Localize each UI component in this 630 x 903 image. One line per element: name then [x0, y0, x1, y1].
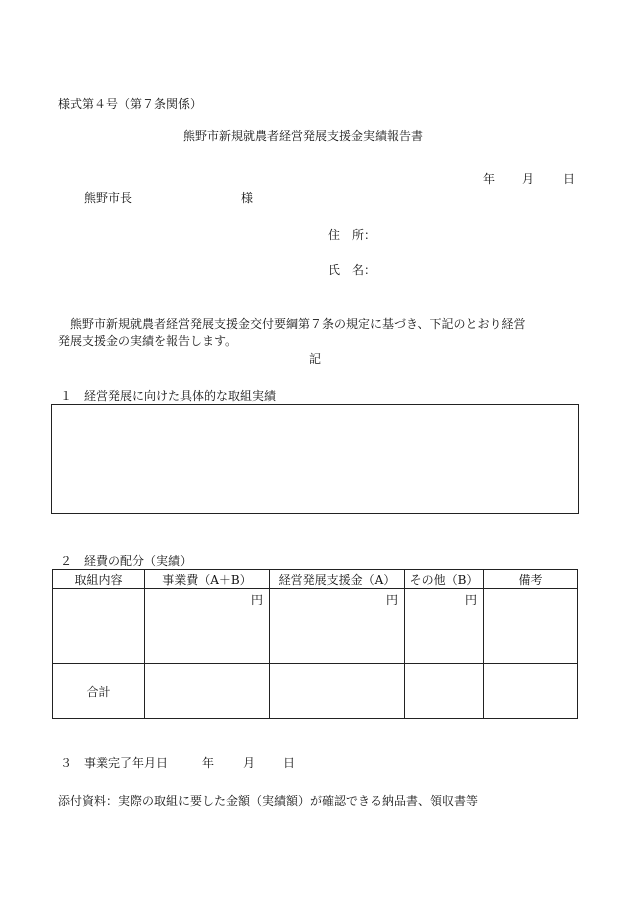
- completion-day: 日: [283, 756, 296, 770]
- total-project-cost[interactable]: [145, 664, 270, 719]
- body-text-line2: 発展支援金の実績を報告します。: [58, 334, 238, 348]
- completion-month: 月: [243, 756, 256, 770]
- total-label: 合計: [53, 664, 145, 719]
- cell-subsidy[interactable]: [270, 589, 405, 664]
- cost-table: [52, 569, 578, 719]
- attachment-note: 添付資料：実際の取組に要した金額（実績額）が確認できる納品書、領収書等: [58, 794, 479, 808]
- cell-other[interactable]: [405, 589, 484, 664]
- cell-activity[interactable]: [53, 589, 145, 664]
- name-label: 氏 名：: [328, 263, 377, 277]
- body-text-line1: 熊野市新規就農者経営発展支援金交付要綱第７条の規定に基づき、下記のとおり経営: [70, 317, 526, 331]
- section1-heading: １ 経営発展に向けた具体的な取組実績: [60, 389, 277, 403]
- addressee-name: 熊野市長: [84, 191, 133, 205]
- achievements-box[interactable]: [51, 404, 579, 514]
- cell-remarks[interactable]: [484, 589, 578, 664]
- total-remarks[interactable]: [484, 664, 578, 719]
- col-header-project-cost: 事業費（A＋B）: [145, 570, 270, 589]
- col-header-activity: 取組内容: [53, 570, 145, 589]
- col-header-remarks: 備考: [484, 570, 578, 589]
- cell-project-cost[interactable]: [145, 589, 270, 664]
- ki-mark: 記: [309, 352, 322, 366]
- yen-unit: 円: [385, 593, 398, 607]
- yen-unit: 円: [250, 593, 263, 607]
- address-label: 住 所：: [328, 228, 377, 242]
- date-day: 日: [563, 172, 576, 186]
- total-other[interactable]: [405, 664, 484, 719]
- section3-heading: ３ 事業完了年月日: [60, 756, 169, 770]
- cost-table-header-row: [53, 570, 578, 589]
- col-header-other: その他（B）: [405, 570, 484, 589]
- date-month: 月: [522, 172, 535, 186]
- document-title: 熊野市新規就農者経営発展支援金実績報告書: [183, 129, 424, 143]
- date-year: 年: [483, 172, 496, 186]
- section2-heading: ２ 経費の配分（実績）: [60, 554, 193, 568]
- yen-unit: 円: [464, 593, 477, 607]
- completion-year: 年: [202, 756, 215, 770]
- form-number: 様式第４号（第７条関係）: [58, 97, 203, 111]
- total-subsidy[interactable]: [270, 664, 405, 719]
- cost-table-total-row: [53, 664, 578, 719]
- cost-table-body-row: [53, 589, 578, 664]
- addressee-honorific: 様: [241, 191, 254, 205]
- col-header-subsidy: 経営発展支援金（A）: [270, 570, 405, 589]
